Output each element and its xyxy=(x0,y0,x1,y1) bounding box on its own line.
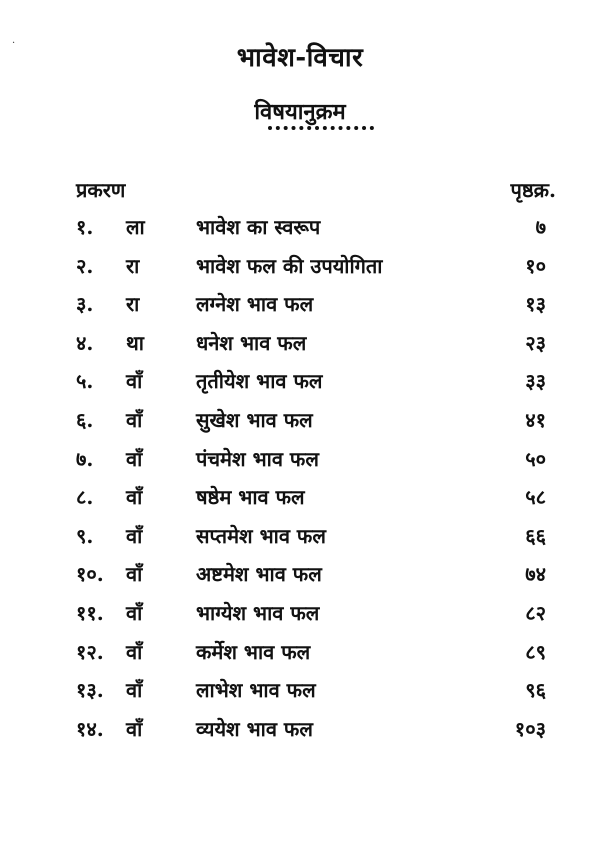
toc-entry xyxy=(76,482,556,521)
ordinal-suffix: रा xyxy=(126,292,140,317)
page-number: ३३ xyxy=(525,369,546,394)
page-number: १०३ xyxy=(514,716,546,741)
chapter-title: सुखेश भाव फल xyxy=(196,407,313,432)
chapter-number: ३. xyxy=(76,292,94,317)
chapter-number: १०. xyxy=(76,562,104,587)
chapter-number: ७. xyxy=(76,446,94,471)
chapter-number: ११. xyxy=(76,600,104,625)
chapter-title: धनेश भाव फल xyxy=(196,330,307,355)
chapter-title: लाभेश भाव फल xyxy=(196,678,316,703)
chapter-title: सप्तमेश भाव फल xyxy=(196,523,326,548)
chapter-number: ८. xyxy=(76,485,94,510)
page-number: ५८ xyxy=(525,485,546,510)
chapter-title: भावेश फल की उपयोगिता xyxy=(196,253,383,278)
chapter-title: भाग्येश भाव फल xyxy=(196,600,320,625)
chapter-title: पंचमेश भाव फल xyxy=(196,446,319,471)
ordinal-suffix: वाँ xyxy=(126,639,143,664)
toc-entry xyxy=(76,251,556,290)
toc-entry xyxy=(76,714,556,753)
ordinal-suffix: वाँ xyxy=(126,485,143,510)
page-column-header: पृष्ठक्र. xyxy=(510,178,556,202)
page-number: ४१ xyxy=(525,407,546,432)
ordinal-suffix: ला xyxy=(126,215,145,239)
page-number: ८२ xyxy=(525,600,546,625)
toc-entry xyxy=(76,212,556,251)
ordinal-suffix: वाँ xyxy=(126,369,143,394)
chapter-number: १२. xyxy=(76,639,104,664)
toc-header-row xyxy=(76,176,556,206)
chapter-number: ६. xyxy=(76,407,94,432)
dotted-underline xyxy=(268,126,374,130)
page-number: २३ xyxy=(525,330,546,355)
chapter-title: षष्ठेम भाव फल xyxy=(196,485,305,510)
ordinal-suffix: वाँ xyxy=(126,446,143,471)
toc-entry xyxy=(76,444,556,483)
toc-entry xyxy=(76,328,556,367)
chapter-title: कर्मेश भाव फल xyxy=(196,639,311,664)
contents-heading: विषयानुक्रम xyxy=(254,99,346,125)
ordinal-suffix: रा xyxy=(126,253,140,278)
page-number: ५० xyxy=(525,446,546,471)
page-number: १३ xyxy=(525,292,546,317)
chapter-title: अष्टमेश भाव फल xyxy=(196,562,322,587)
toc-entry xyxy=(76,637,556,676)
ordinal-suffix: वाँ xyxy=(126,678,143,703)
ordinal-suffix: था xyxy=(126,330,144,355)
chapter-number: ५. xyxy=(76,369,94,394)
chapter-title: भावेश का स्वरूप xyxy=(196,215,321,239)
page-number: ७४ xyxy=(525,562,546,587)
ordinal-suffix: वाँ xyxy=(126,716,143,741)
ordinal-suffix: वाँ xyxy=(126,562,143,587)
ordinal-suffix: वाँ xyxy=(126,407,143,432)
chapter-number: १३. xyxy=(76,678,104,703)
chapter-number: १४. xyxy=(76,716,104,741)
corner-mark: · xyxy=(12,38,16,49)
chapter-number: १. xyxy=(76,215,94,239)
toc-entry xyxy=(76,405,556,444)
toc-entry xyxy=(76,289,556,328)
page-number: ८९ xyxy=(525,639,546,664)
page-number: ६६ xyxy=(525,523,546,548)
chapter-title: तृतीयेश भाव फल xyxy=(196,369,323,394)
toc-entry xyxy=(76,675,556,714)
chapter-title: लग्नेश भाव फल xyxy=(196,292,314,317)
toc-entry xyxy=(76,559,556,598)
chapter-number: ९. xyxy=(76,523,94,548)
chapter-number: ४. xyxy=(76,330,94,355)
chapter-number: २. xyxy=(76,253,94,278)
toc-entry xyxy=(76,521,556,560)
toc-entry xyxy=(76,366,556,405)
toc-entry xyxy=(76,598,556,637)
document-title: भावेश-विचार xyxy=(236,43,364,73)
ordinal-suffix: वाँ xyxy=(126,523,143,548)
chapter-title: व्ययेश भाव फल xyxy=(196,716,313,741)
page-number: १० xyxy=(525,253,546,278)
ordinal-suffix: वाँ xyxy=(126,600,143,625)
chapter-column-header: प्रकरण xyxy=(76,178,126,202)
page-number: ९६ xyxy=(525,678,546,703)
table-of-contents xyxy=(76,212,556,752)
page-number: ७ xyxy=(535,215,546,239)
